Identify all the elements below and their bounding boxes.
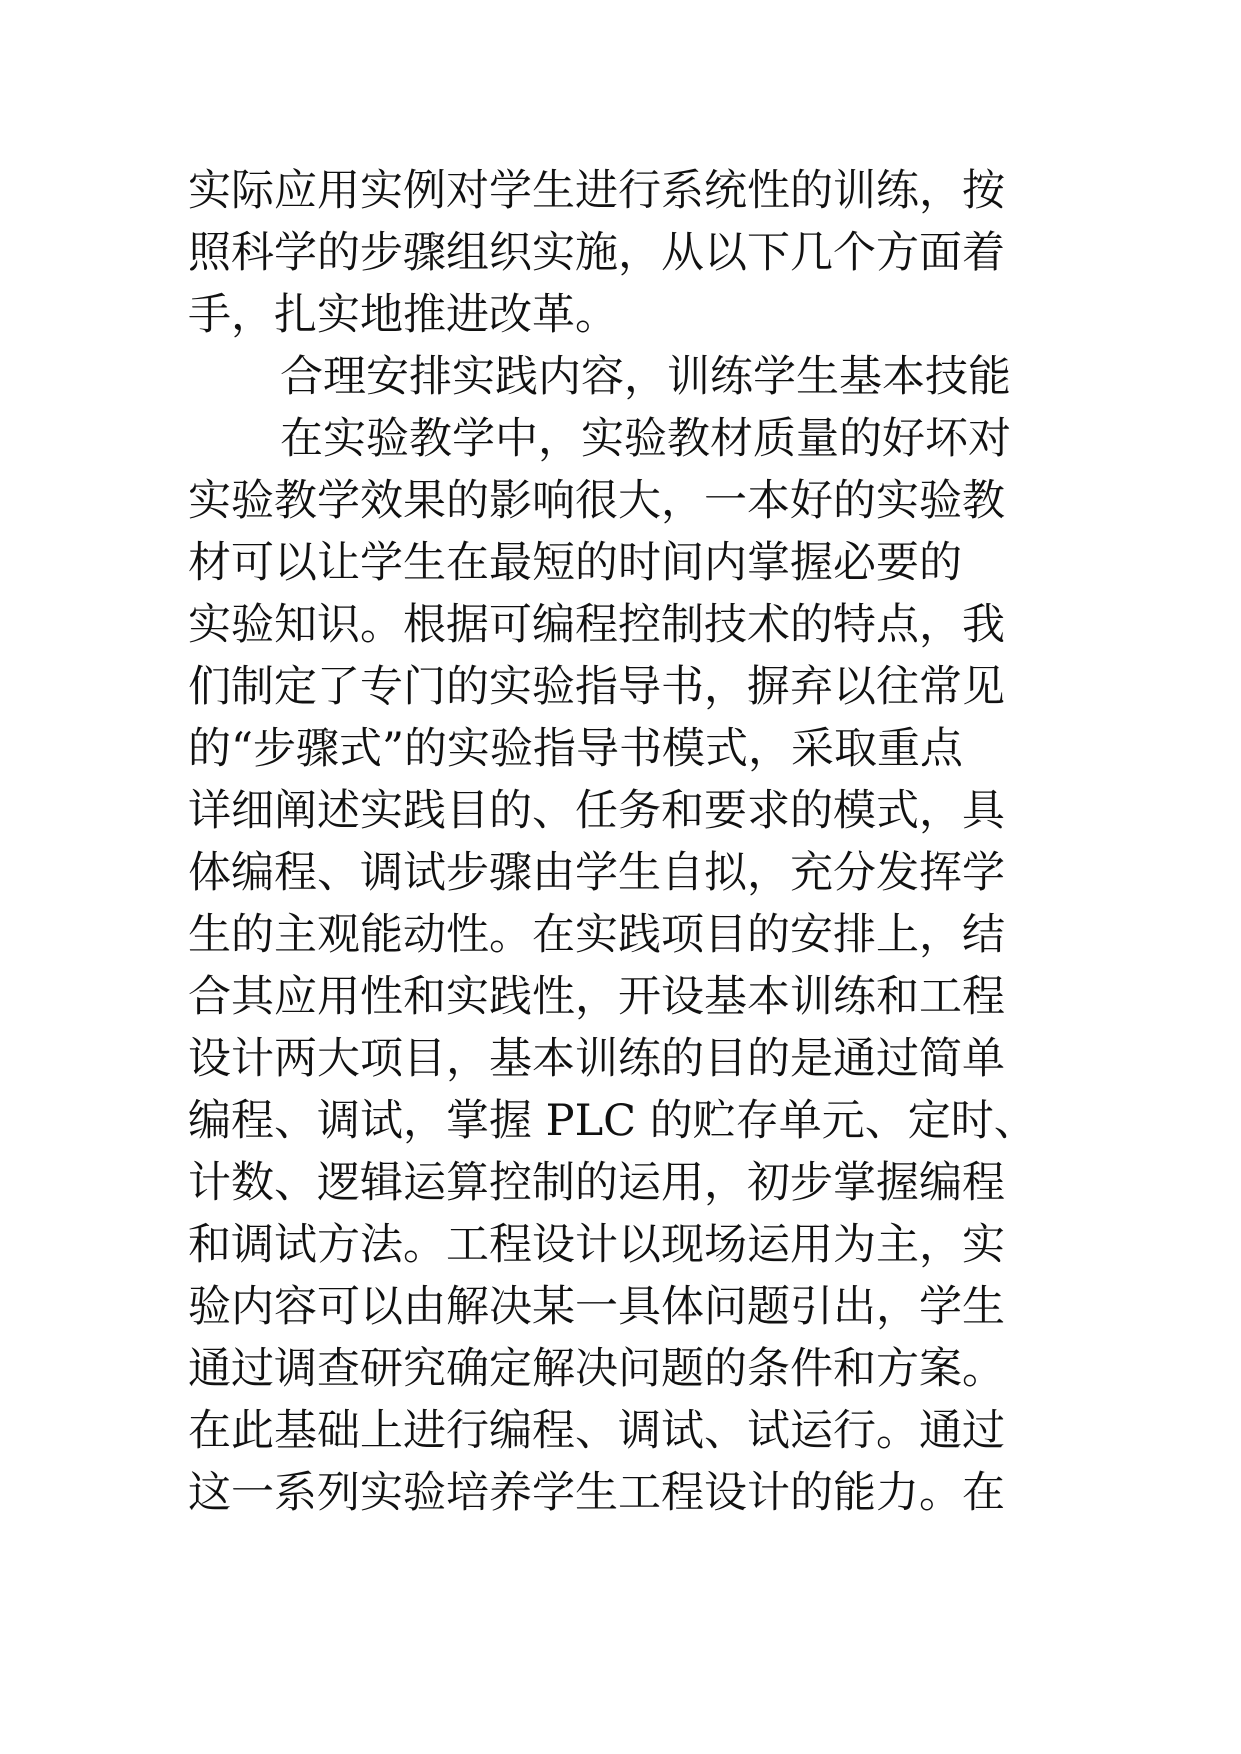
document-body xyxy=(188,160,1068,1524)
text-line: 实验教学效果的影响很大，一本好的实验教 xyxy=(188,476,1005,526)
text-line: 生的主观能动性。在实践项目的安排上，结 xyxy=(188,910,1005,960)
text-line: 们制定了专门的实验指导书，摒弃以往常见 xyxy=(188,662,1005,712)
text-line: 在此基础上进行编程、调试、试运行。通过 xyxy=(188,1406,1005,1456)
text-line: 编程、调试，掌握 PLC 的贮存单元、定时、 xyxy=(188,1096,1037,1146)
paragraph-first-line: 在实验教学中，实验教材质量的好坏对 xyxy=(280,414,1011,464)
text-line: 详细阐述实践目的、任务和要求的模式，具 xyxy=(188,786,1005,836)
text-line: 体编程、调试步骤由学生自拟，充分发挥学 xyxy=(188,848,1005,898)
text-line: 这一系列实验培养学生工程设计的能力。在 xyxy=(188,1468,1005,1518)
text-line: 材可以让学生在最短的时间内掌握必要的 xyxy=(188,538,962,588)
text-line: 设计两大项目，基本训练的目的是通过简单 xyxy=(188,1034,1005,1084)
text-line: 计数、逻辑运算控制的运用，初步掌握编程 xyxy=(188,1158,1005,1208)
text-line: 验内容可以由解决某一具体问题引出，学生 xyxy=(188,1282,1005,1332)
text-line: 实验知识。根据可编程控制技术的特点，我 xyxy=(188,600,1005,650)
text-line: 合其应用性和实践性，开设基本训练和工程 xyxy=(188,972,1005,1022)
text-line: 照科学的步骤组织实施，从以下几个方面着 xyxy=(188,228,1005,278)
text-line: 通过调查研究确定解决问题的条件和方案。 xyxy=(188,1344,1005,1394)
text-line: 实际应用实例对学生进行系统性的训练，按 xyxy=(188,166,1005,216)
text-line: 手，扎实地推进改革。 xyxy=(188,290,618,340)
text-line: 和调试方法。工程设计以现场运用为主，实 xyxy=(188,1220,1005,1270)
text-line: 的“步骤式”的实验指导书模式，采取重点 xyxy=(188,724,963,774)
section-heading: 合理安排实践内容，训练学生基本技能 xyxy=(280,352,1011,402)
